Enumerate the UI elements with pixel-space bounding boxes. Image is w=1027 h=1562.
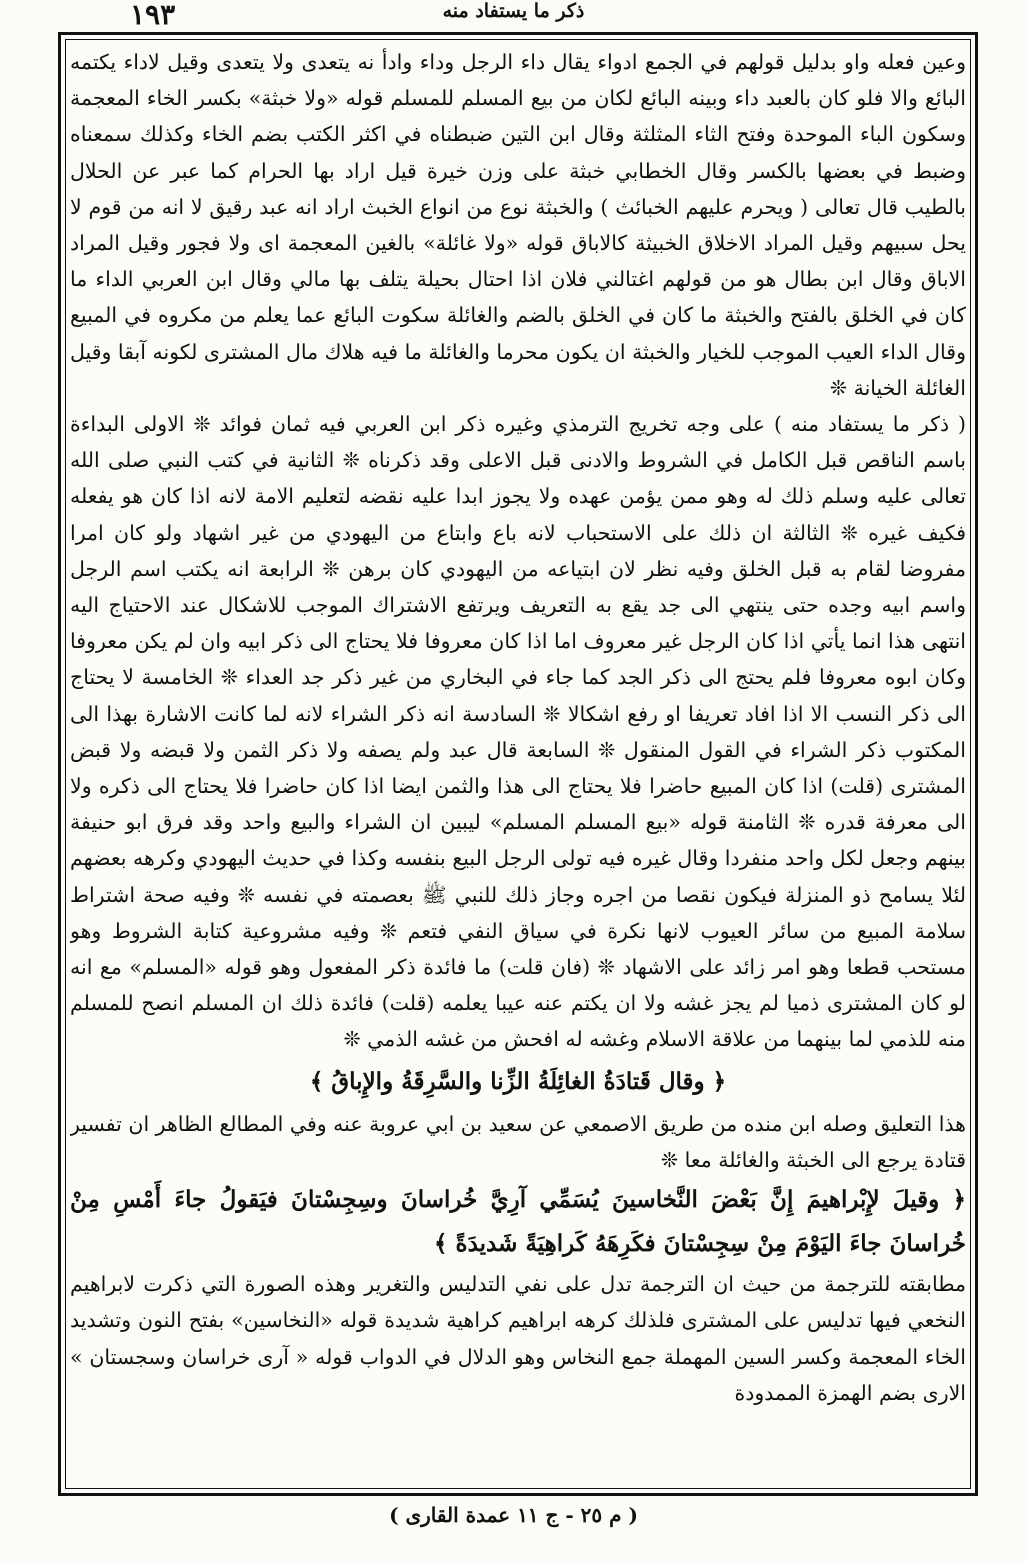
page-number: ١٩٣ [130,0,176,31]
paragraph-commentary-3: مطابقته للترجمة من حيث ان الترجمة تدل على نفي التدليس والتغرير وهذه الصورة التي ذكرت لابراهيم النخعي فيها تدليس على المشترى فلذلك كرهه ابراهيم كراهية شديدة قوله «النخاسين» بفتح النون وتشديد الخاء المعجمة وكسر السين المهملة جمع النخاس وهو الدلال في الدواب قوله « آرى خراسان وسجستان » الارى بضم الهمزة الممدودة [70,1272,966,1405]
quote-ibrahim: ﴿ وقيلَ لإِبْراهيمَ إِنَّ بَعْضَ النَّخاسينَ يُسَمِّي آرِيَّ خُراسانَ وسِجِسْتانَ فيَقولُ جاءَ أَمْسِ مِنْ خُراسانَ جاءَ اليَوْمَ مِنْ سِجِسْتانَ فكَرِهَهُ كَراهِيَةً شَديدَةً ﴾ [70,1186,966,1258]
main-text [70,44,966,1484]
page-footer-signature: ( م ٢٥ - ج ١١ عمدة القارى ) [389,1503,638,1527]
paragraph-commentary-2: هذا التعليق وصله ابن منده من طريق الاصمعي عن سعيد بن ابي عروبة عنه وفي المطالع الظاهر ان تفسير قتادة يرجع الى الخبثة والغائلة معا ❊ [70,1111,966,1172]
quote-qatada: ﴿ وقال قَتادَةُ الغائِلَةُ الزِّنا والسَّرِقَةُ والإِباقُ ﴾ [309,1067,727,1095]
paragraph-commentary-1: وعين فعله واو بدليل قولهم في الجمع ادواء يقال داء الرجل وداء وادأ نه يتعدى ولا يتعدى وقيل لاداء يكتمه البائع والا فلو كان بالعبد داء وبينه البائع لكان من بيع المسلم للمسلم قوله «ولا خبثة» بكسر الخاء المعجمة وسكون الباء الموحدة وفتح الثاء المثلثة وقال ابن التين ضبطناه في اكثر الكتب بضم الخاء وكذلك سمعناه وضبط في بعضها بالكسر وقال الخطابي خبثة على وزن خيرة قيل اراد بها الحرام كما عبر عن الحلال بالطيب قال تعالى ( ويحرم عليهم الخبائث ) والخبثة نوع من انواع الخبث اراد انه عبد رقيق لا انه من قوم لا يحل سبيهم وقيل المراد الاخلاق الخبيثة كالاباق قوله «ولا غائلة» بالغين المعجمة اى ولا فجور وقيل المراد الاباق وقال ابن بطال هو من قولهم اغتالني فلان اذا احتال بحيلة يتلف بها مالي وقال ابن العربي الداء ما كان في الخلق بالفتح والخبثة ما كان في الخلق بالضم والغائلة سكوت البائع عما يعلم من مكروه في المبيع وقال الداء العيب الموجب للخيار والخبثة ان يكون محرما والغائلة ما فيه هلاك مال المشترى لكونه آبقا وقيل الغائلة الخيانة ❊ [70,50,966,400]
page-header [60,0,967,34]
paragraph-benefits: ( ذكر ما يستفاد منه ) على وجه تخريج الترمذي وغيره ذكر ابن العربي فيه ثمان فوائد ❊ الاولى البداءة باسم الناقص قبل الكامل في الشروط والادنى قبل الاعلى وقد ذكرناه ❊ الثانية في كتب النبي صلى الله تعالى عليه وسلم ذلك له وهو ممن يؤمن عهده ولا يجوز ابدا عليه نقضه لتعليم الامة لانه اذا كان هو يفعله فكيف غيره ❊ الثالثة ان ذلك على الاستحباب لانه باع وابتاع من اليهودي من غير اشهاد ولو كان امرا مفروضا لقام به قبل الخلق وفيه نظر لان ابتياعه من اليهودي كان برهن ❊ الرابعة انه يكتب اسم الرجل واسم ابيه وجده حتى ينتهي الى جد يقع به التعريف ويرتفع الاشتراك الموجب للاشكال عند الاحتياج اليه انتهى هذا انما يأتي اذا كان الرجل غير معروف اما اذا كان معروفا فلا يحتاج الى ذكر ابيه وان لم يكن معروفا وكان ابوه معروفا فلم يحتج الى ذكر الجد كما جاء في البخاري من غير ذكر جد العداء ❊ الخامسة لا يحتاج الى ذكر النسب الا اذا افاد تعريفا او رفع اشكالا ❊ السادسة انه ذكر الشراء لانه لما كانت الاشارة بهذا الى المكتوب ذكر الشراء في القول المنقول ❊ السابعة قال عبد ولم يصفه ولا ذكر الثمن ولا قبضه ولا قبض المشترى (قلت) اذا كان المبيع حاضرا فلا يحتاج الى هذا والثمن ايضا اذا كان حاضرا فلا يحتاج الى ذكره ولا الى معرفة قدره ❊ الثامنة قوله «بيع المسلم المسلم» ليبين ان الشراء والبيع واحد وقد فرق ابو حنيفة بينهم وجعل لكل واحد منفردا وقال غيره فيه تولى الرجل البيع بنفسه وكذا في حديث اليهودي وكرهه بعضهم لئلا يسامح ذو المنزلة فيكون نقصا من اجره وجاز ذلك للنبي ﷺ بعصمته في نفسه ❊ وفيه صحة اشتراط سلامة المبيع من سائر العيوب لانها نكرة في سياق النفي فتعم ❊ وفيه مشروعية كتابة الشروط وهو مستحب قطعا وهو امر زائد على الاشهاد ❊ (فان قلت) ما فائدة ذكر المفعول وهو قوله «المسلم» مع انه لو كان المشترى ذميا لم يجز غشه ولا ان يكتم عنه عيبا يعلمه (قلت) فائدة ذلك ان المسلم انصح للمسلم منه للذمي لما بينهما من علاقة الاسلام وغشه له افحش من غشه الذمي ❊ [70,412,966,1052]
running-title: ذكر ما يستفاد منه [442,0,585,22]
